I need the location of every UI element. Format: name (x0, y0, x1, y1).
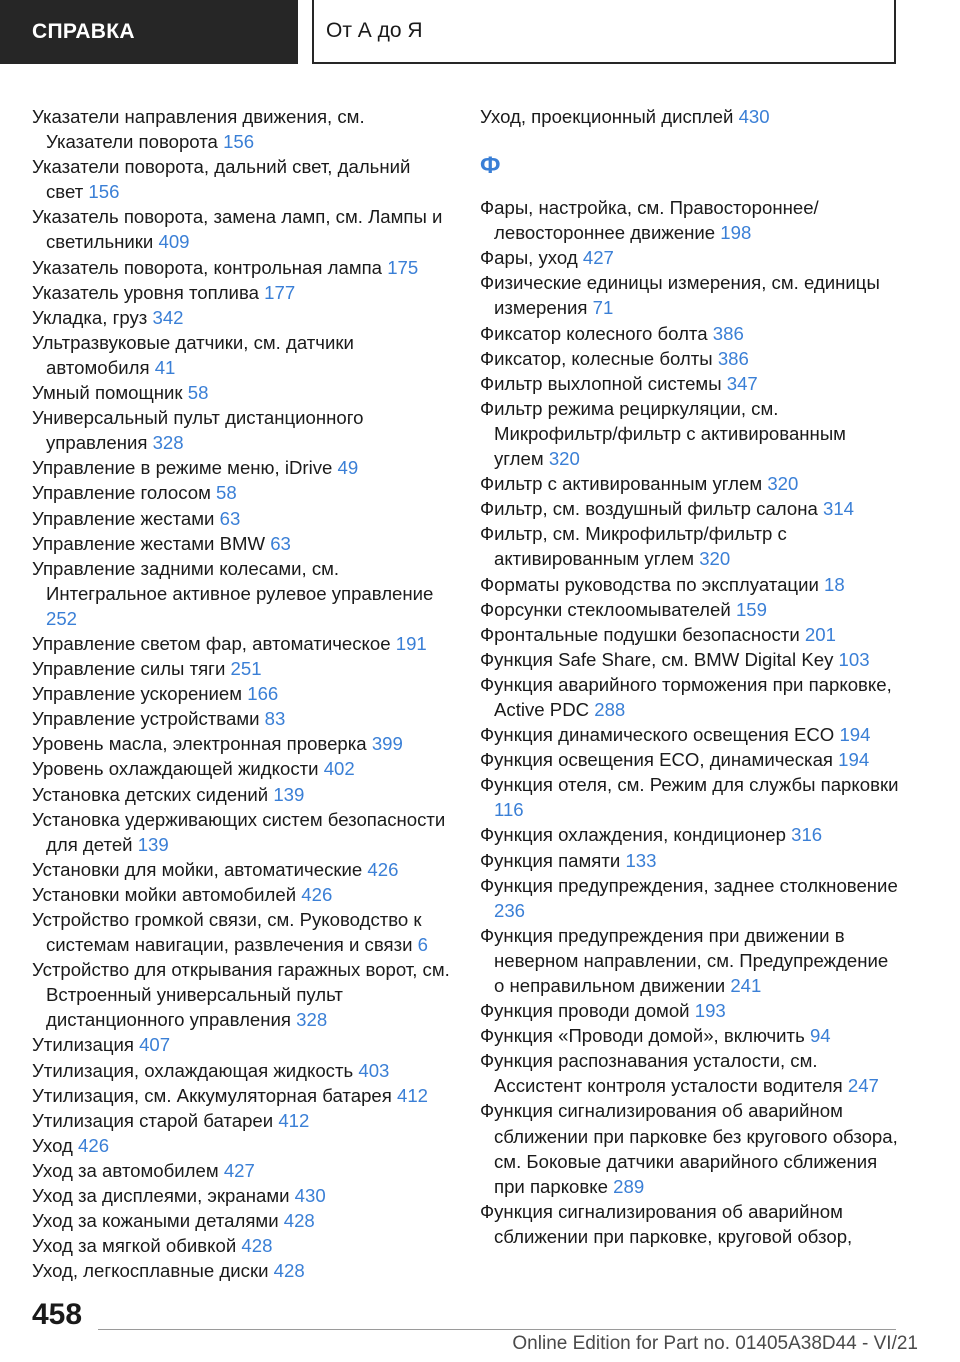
index-entry-page-link[interactable]: 156 (223, 131, 255, 153)
index-entry-text: Функция отеля, см. Режим для службы парковки (480, 774, 899, 796)
index-entry (32, 1133, 452, 1158)
edition-footer: Online Edition for Part no. 01405A38D44 - VI/21 (512, 1333, 918, 1354)
index-entry-page-link[interactable]: 347 (726, 372, 758, 394)
index-entry (32, 1108, 452, 1133)
index-entry-text: Фары, настройка, см. Правостороннее/левостороннее движение (480, 197, 819, 244)
index-entry-page-link[interactable]: 58 (187, 382, 209, 404)
index-entry-page-link[interactable]: 407 (139, 1034, 171, 1056)
index-entry-page-link[interactable]: 194 (838, 749, 870, 771)
index-entry (32, 957, 452, 1032)
index-entry (32, 455, 452, 480)
index-entry-text: Физические единицы измерения, см. единицы измерения (480, 272, 880, 319)
index-entry (32, 1258, 452, 1283)
index-entry (32, 857, 452, 882)
index-entry-page-link[interactable]: 198 (720, 222, 752, 244)
index-entry-page-link[interactable]: 18 (824, 573, 845, 595)
chapter-tab (312, 0, 896, 64)
index-entry (32, 656, 452, 681)
index-entry-text: Фильтр, см. Микрофильтр/фильтр с активированным углем (480, 523, 787, 570)
index-entry-text: Функция «Проводи домой», включить (480, 1025, 805, 1047)
index-entry-text: Фронтальные подушки безопасности (480, 623, 800, 645)
index-entry (480, 1048, 900, 1098)
index-entry-text: Уход за кожаными деталями (32, 1210, 279, 1232)
index-entry-text: Универсальный пульт дистанционного управления (32, 407, 364, 454)
index-entry-page-link[interactable]: 430 (738, 106, 770, 127)
index-entry-page-link[interactable]: 83 (264, 708, 286, 730)
index-entry (32, 305, 452, 330)
index-entry (480, 1023, 900, 1048)
index-entry-text: Укладка, груз (32, 306, 148, 328)
index-entry-text: Управление голосом (32, 482, 211, 504)
index-entry-text: Функция освещения ECO, динамическая (480, 749, 833, 771)
index-entry-page-link[interactable]: 201 (804, 623, 836, 645)
index-entry (32, 255, 452, 280)
index-entry (32, 104, 452, 154)
index-entry (32, 330, 452, 380)
index-entry-text: Уход за автомобилем (32, 1159, 219, 1181)
index-entry (480, 245, 900, 270)
index-entry (480, 647, 900, 672)
index-entry (32, 531, 452, 556)
index-entry-text: Функция распознавания усталости, см. Ассистент контроля усталости водителя (480, 1050, 843, 1097)
index-entry-text: Уход, легкосплавные диски (32, 1260, 269, 1282)
index-entry-text: Фильтр режима рециркуляции, см. Микрофильтр/фильтр с активированным углем (480, 397, 846, 470)
index-entry-page-link[interactable]: 177 (264, 281, 296, 303)
index-entry-text: Управление устройствами (32, 708, 260, 730)
index-entry-text: Функция проводи домой (480, 1000, 690, 1022)
index-entry-text: Утилизация, охлаждающая жидкость (32, 1059, 354, 1081)
index-entry (480, 672, 900, 722)
index-entry-text: Форматы руководства по эксплуатации (480, 573, 819, 595)
index-entry (32, 681, 452, 706)
index-entry (480, 321, 900, 346)
index-entry-text: Указатели направления движения, см. Указатели поворота (32, 106, 365, 153)
index-entry-text: Установки мойки автомобилей (32, 883, 297, 905)
index-entry-text: Управление жестами (32, 507, 215, 529)
index-entry (480, 1098, 900, 1198)
index-entry-page-link[interactable]: 193 (694, 1000, 726, 1022)
index-column-left (32, 104, 452, 1283)
index-entry (32, 706, 452, 731)
index-entry-text: Функция сигнализирования об аварийном сближении при парковке без кругового обзора, см. Боковые датчики аварийного сближения при парковке (480, 1100, 898, 1197)
index-entry-page-link[interactable]: 427 (223, 1159, 255, 1181)
index-entry (480, 622, 900, 647)
index-entry-text: Функция предупреждения при движении в неверном направлении, см. Предупреждение о неправильном движении (480, 924, 889, 996)
index-entry (32, 631, 452, 656)
index-column-right (480, 104, 900, 1249)
index-entry (32, 1158, 452, 1183)
index-entry-text: Функция охлаждения, кондиционер (480, 824, 786, 846)
index-entry-page-link[interactable]: 71 (592, 297, 614, 319)
index-entry-page-link[interactable]: 386 (717, 347, 749, 369)
index-entry-page-link[interactable]: 320 (548, 448, 580, 470)
index-entry (480, 1199, 900, 1249)
index-entry-page-link[interactable]: 402 (323, 758, 355, 780)
index-entry (32, 154, 452, 204)
index-entry-text: Устройство громкой связи, см. Руководство к системам навигации, развлечения и связи (32, 909, 422, 956)
section-tab (0, 0, 298, 64)
index-entry-text: Уход, проекционный дисплей (480, 106, 734, 127)
index-entry-text: Установки для мойки, автоматические (32, 858, 363, 880)
index-entry-text: Управление ускорением (32, 683, 243, 705)
index-entry-text: Уход за дисплеями, экранами (32, 1185, 290, 1207)
index-entry-text: Управление задними колесами, см. Интегральное активное рулевое управление (32, 557, 434, 604)
index-entry-text: Утилизация старой батареи (32, 1109, 274, 1131)
index-entry-page-link[interactable]: 139 (273, 783, 305, 805)
index-entry-text: Фиксатор колесного болта (480, 322, 708, 344)
index-entry-page-link[interactable]: 159 (735, 598, 767, 620)
index-entry-page-link[interactable]: 412 (397, 1084, 429, 1106)
index-entry-page-link[interactable]: 426 (367, 858, 399, 880)
index-entry (32, 1058, 452, 1083)
index-entry (480, 597, 900, 622)
index-entry (480, 270, 900, 320)
index-entry-page-link[interactable]: 6 (417, 934, 428, 956)
index-entry-page-link[interactable]: 403 (358, 1059, 390, 1081)
index-entry-text: Управление светом фар, автоматическое (32, 632, 391, 654)
index-entry (32, 1032, 452, 1057)
index-entry-page-link[interactable]: 241 (730, 975, 762, 996)
index-entry-page-link[interactable]: 426 (301, 883, 333, 905)
index-entry-page-link[interactable]: 426 (78, 1134, 110, 1156)
index-entry-page-link[interactable]: 116 (494, 799, 524, 821)
index-entry-text: Ультразвуковые датчики, см. датчики автомобиля (32, 331, 354, 378)
index-entry-page-link[interactable]: 316 (791, 824, 823, 846)
index-entry-text: Установка детских сидений (32, 783, 269, 805)
index-entry-text: Устройство для открывания гаражных ворот, см. Встроенный универсальный пульт дистанционного управления (32, 959, 450, 1031)
index-entry-text: Функция аварийного торможения при парковке, Active PDC (480, 673, 892, 720)
index-entry (32, 1233, 452, 1258)
index-entry (480, 521, 900, 571)
index-entry (480, 104, 900, 129)
index-entry (480, 873, 900, 923)
index-entry (480, 722, 900, 747)
index-entry-text: Управление жестами BMW (32, 532, 266, 554)
index-entry-page-link[interactable]: 428 (283, 1210, 315, 1232)
index-entry (32, 506, 452, 531)
index-list-f (480, 195, 900, 1249)
index-entry-page-link[interactable]: 166 (247, 683, 279, 705)
index-entry-text: Уход за мягкой обивкой (32, 1235, 237, 1257)
index-entry-page-link[interactable]: 133 (625, 849, 657, 871)
index-entry (32, 380, 452, 405)
index-entry (32, 1083, 452, 1108)
index-entry (480, 822, 900, 847)
index-entry-text: Управление силы тяги (32, 658, 226, 680)
index-entry-page-link[interactable]: 251 (230, 658, 262, 680)
index-entry (32, 1183, 452, 1208)
index-entry-page-link[interactable]: 175 (387, 256, 419, 278)
index-entry-page-link[interactable]: 194 (839, 724, 871, 746)
index-entry (32, 807, 452, 857)
index-entry-page-link[interactable]: 386 (712, 322, 744, 344)
index-entry-text: Указатели поворота, дальний свет, дальний свет (32, 156, 411, 203)
index-entry (32, 907, 452, 957)
index-entry-page-link[interactable]: 428 (273, 1260, 305, 1282)
index-entry-page-link[interactable]: 430 (294, 1185, 326, 1207)
index-entry-text: Фильтр с активированным углем (480, 473, 763, 495)
index-entry-page-link[interactable]: 320 (767, 473, 799, 495)
index-entry (32, 556, 452, 631)
index-entry-page-link[interactable]: 328 (296, 1009, 328, 1031)
index-entry-text: Функция предупреждения, заднее столкновение (480, 874, 898, 896)
index-entry (480, 772, 900, 822)
index-entry-text: Уровень охлаждающей жидкости (32, 758, 319, 780)
index-entry-text: Указатель уровня топлива (32, 281, 259, 303)
index-section-letter: Ф (480, 152, 501, 180)
index-entry (480, 747, 900, 772)
index-entry-page-link[interactable]: 320 (699, 548, 731, 570)
footer-divider (98, 1329, 896, 1330)
index-entry-page-link[interactable]: 191 (395, 632, 427, 654)
index-entry (32, 280, 452, 305)
index-entry-page-link[interactable]: 427 (582, 247, 614, 269)
index-entry-page-link[interactable]: 412 (278, 1109, 310, 1131)
index-entry (32, 756, 452, 781)
index-entry (32, 405, 452, 455)
index-entry-text: Фиксатор, колесные болты (480, 347, 713, 369)
index-entry-text: Установка удерживающих систем безопасности для детей (32, 808, 446, 855)
index-entry-page-link[interactable]: 49 (337, 457, 359, 479)
chapter-title: От А до Я (326, 19, 423, 42)
index-entry-page-link[interactable]: 139 (137, 833, 169, 855)
index-entry-page-link[interactable]: 247 (847, 1075, 879, 1097)
index-entry (480, 396, 900, 471)
index-entry-text: Функция памяти (480, 849, 621, 871)
index-entry-page-link[interactable]: 314 (822, 498, 855, 520)
index-entry-text: Указатель поворота, контрольная лампа (32, 256, 383, 278)
index-entry-text: Фильтр выхлопной системы (480, 372, 722, 394)
section-title: СПРАВКА (32, 20, 135, 43)
index-entry (32, 731, 452, 756)
index-entry-page-link[interactable]: 289 (613, 1175, 645, 1197)
index-entry (480, 923, 900, 998)
index-entry-text: Форсунки стеклоомывателей (480, 598, 731, 620)
index-entry-page-link[interactable]: 41 (154, 356, 176, 378)
index-entry-page-link[interactable]: 236 (494, 899, 526, 921)
index-entry-page-link[interactable]: 63 (270, 532, 291, 554)
index-entry-text: Утилизация, см. Аккумуляторная батарея (32, 1084, 392, 1106)
index-entry (480, 346, 900, 371)
index-entry (480, 848, 900, 873)
index-entry (32, 480, 452, 505)
index-entry-text: Фильтр, см. воздушный фильтр салона (480, 498, 818, 520)
index-entry-page-link[interactable]: 288 (594, 698, 626, 720)
index-entry-page-link[interactable]: 63 (219, 507, 241, 529)
index-entry (480, 572, 900, 597)
index-entry-page-link[interactable]: 94 (809, 1025, 831, 1047)
index-entry (480, 371, 900, 396)
index-entry (480, 496, 900, 521)
index-entry-text: Фары, уход (480, 247, 578, 269)
index-entry-page-link[interactable]: 428 (241, 1235, 273, 1257)
index-entry-text: Уровень масла, электронная проверка (32, 733, 367, 755)
index-entry-text: Умный помощник (32, 382, 183, 404)
index-entry-text: Функция сигнализирования об аварийном сближении при парковке, круговой обзор, (480, 1200, 853, 1247)
index-entry-page-link[interactable]: 399 (371, 733, 403, 755)
index-entry (480, 998, 900, 1023)
index-entry-text: Утилизация (32, 1034, 134, 1056)
index-entry-page-link[interactable]: 252 (46, 607, 78, 629)
index-entry (480, 195, 900, 245)
index-entry (32, 1208, 452, 1233)
index-entry-text: Управление в режиме меню, iDrive (32, 457, 333, 479)
page-number: 458 (32, 1298, 83, 1331)
index-entry (32, 882, 452, 907)
index-entry-page-link[interactable]: 409 (158, 231, 190, 253)
index-entry (32, 204, 452, 254)
index-entry-text: Функция динамического освещения ECO (480, 724, 835, 746)
index-entry-page-link[interactable]: 342 (152, 306, 184, 328)
index-entry-text: Функция Safe Share, см. BMW Digital Key (480, 648, 834, 670)
index-entry-page-link[interactable]: 156 (88, 181, 120, 203)
index-entry-page-link[interactable]: 103 (838, 648, 870, 670)
index-entry-page-link[interactable]: 328 (152, 432, 184, 454)
index-entry (480, 471, 900, 496)
index-entry (32, 782, 452, 807)
index-entry-text: Уход (32, 1134, 73, 1156)
index-entry-text: Указатель поворота, замена ламп, см. Лампы и светильники (32, 206, 443, 253)
index-entry-page-link[interactable]: 58 (216, 482, 237, 504)
